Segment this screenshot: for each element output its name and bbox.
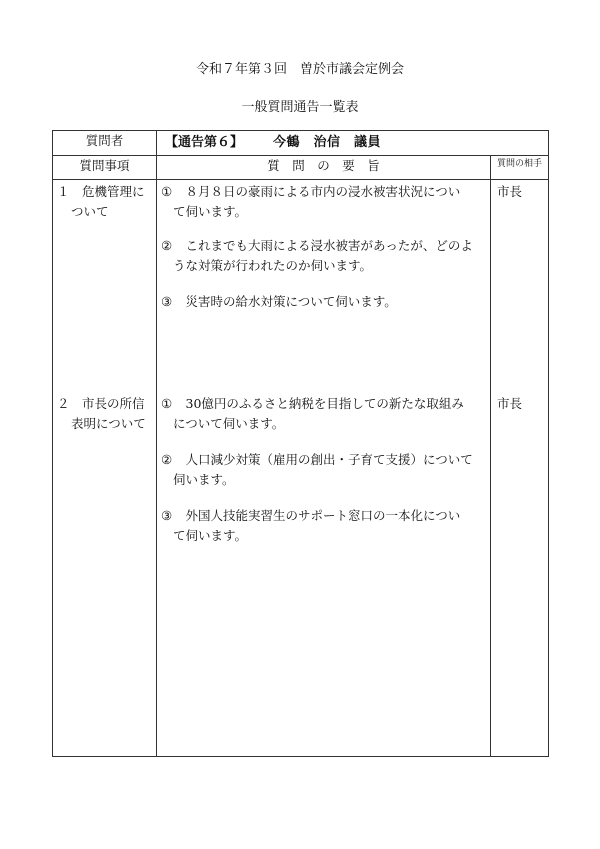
item-text-line2: うな対策が行われたのか伺います。 [173, 258, 373, 273]
topic-2 [57, 394, 154, 434]
topic-1-item-1 [161, 182, 486, 222]
target-column [491, 180, 549, 757]
col-summary-header: 質 問 の 要 旨 [157, 156, 491, 180]
item-number: ③ [161, 508, 173, 523]
topic-column [53, 180, 157, 757]
topic-2-target: 市長 [497, 396, 523, 411]
item-number: ① [161, 184, 173, 199]
item-number: ② [161, 452, 173, 467]
topic-1 [57, 182, 154, 222]
item-text-line1: 災害時の給水対策について伺います。 [173, 294, 397, 309]
col-topic-header: 質問事項 [53, 156, 157, 180]
notice-number: 【通告第６】 [165, 135, 244, 150]
asker-name: 今鶴 治信 議員 [273, 135, 382, 150]
item-text-line2: て伺います。 [173, 528, 248, 543]
item-number: ③ [161, 294, 173, 309]
topic-1-line1: １ 危機管理に [57, 184, 145, 199]
topic-2-item-3 [161, 506, 486, 546]
item-number: ② [161, 238, 173, 253]
topic-2-item-2 [161, 450, 486, 490]
item-text-line1: これまでも大雨による浸水被害があったが、どのよ [173, 238, 473, 253]
asker-cell [157, 131, 549, 156]
summary-column [157, 180, 491, 757]
session-title: 令和７年第３回 曽於市議会定例会 [195, 62, 404, 77]
topic-2-line1: ２ 市長の所信 [57, 396, 145, 411]
topic-1-item-2 [161, 236, 486, 276]
item-text-line2: について伺います。 [173, 416, 285, 431]
item-text-line2: て伺います。 [173, 204, 248, 219]
topic-1-line2: ついて [71, 204, 109, 219]
topic-2-line2: 表明について [71, 416, 146, 431]
topic-2-item-1 [161, 394, 486, 434]
item-text-line1: 外国人技能実習生のサポート窓口の一本化につい [173, 508, 461, 523]
topic-1-target: 市長 [497, 184, 523, 199]
asker-row [53, 131, 549, 156]
question-notice-table [52, 130, 549, 757]
column-header-row [53, 156, 549, 180]
col-target-header: 質問の相手 [491, 156, 549, 180]
item-text-line2: 伺います。 [173, 472, 235, 487]
topic-1-item-3 [161, 292, 486, 312]
asker-label: 質問者 [53, 131, 157, 156]
body-row [53, 180, 549, 757]
item-number: ① [161, 396, 173, 411]
item-text-line1: 30億円のふるさと納税を目指しての新たな取組み [173, 396, 464, 411]
document-title: 一般質問通告一覧表 [241, 100, 359, 115]
item-text-line1: 人口減少対策（雇用の創出・子育て支援）について [173, 452, 473, 467]
item-text-line1: ８月８日の豪雨による市内の浸水被害状況につい [173, 184, 461, 199]
